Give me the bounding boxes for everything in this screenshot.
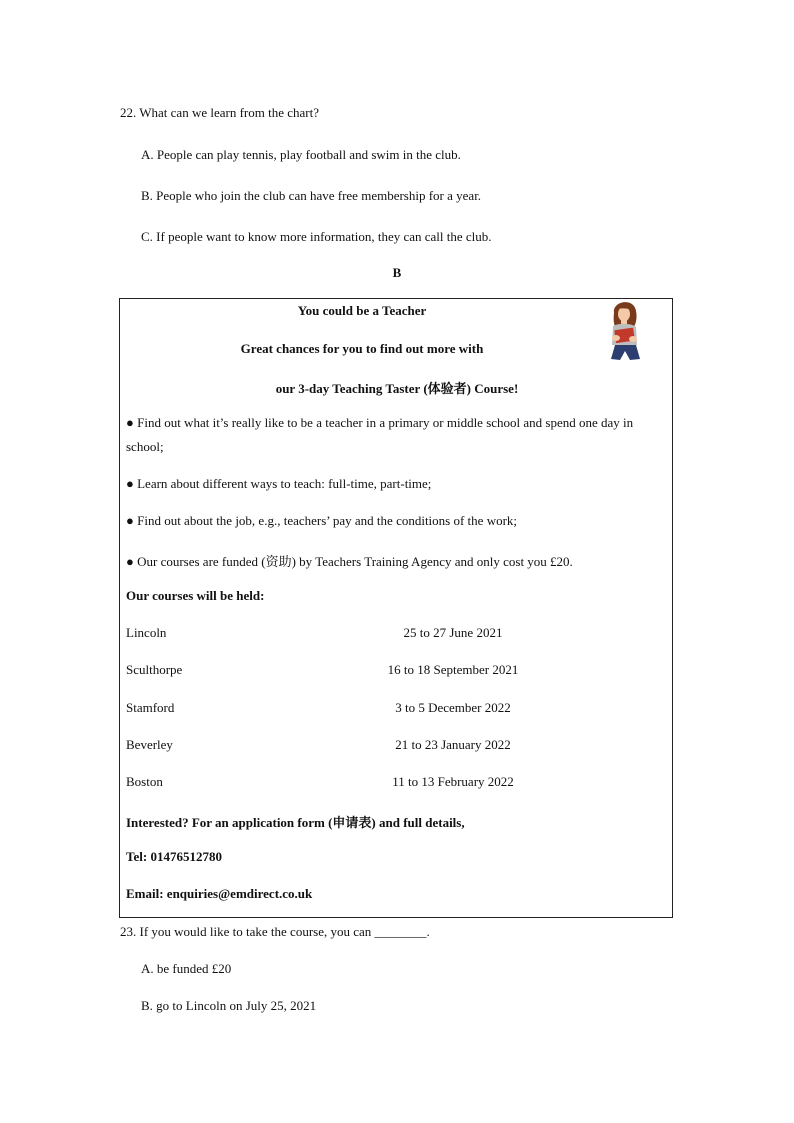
schedule-place: Sculthorpe xyxy=(126,662,183,677)
teacher-course-ad xyxy=(119,298,673,918)
contact-tel: Tel: 01476512780 xyxy=(126,849,222,864)
ad-subtitle-1: Great chances for you to find out more with xyxy=(240,341,484,356)
schedule-place: Stamford xyxy=(126,700,175,715)
teacher-illustration-icon xyxy=(604,299,648,361)
contact-email: Email: enquiries@emdirect.co.uk xyxy=(126,886,313,901)
question-23: 23. If you would like to take the course, you can ________. xyxy=(120,924,430,939)
schedule-heading: Our courses will be held: xyxy=(126,588,265,603)
schedule-place: Beverley xyxy=(126,737,173,752)
q22-option-b: B. People who join the club can have free membership for a year. xyxy=(141,188,482,203)
contact-intro: Interested? For an application form (申请表) and full details, xyxy=(126,815,465,830)
ad-bullet-4: ● Our courses are funded (资助) by Teachers Training Agency and only cost you £20. xyxy=(126,554,573,569)
section-label: B xyxy=(392,265,402,280)
schedule-dates: 25 to 27 June 2021 xyxy=(403,625,503,640)
q23-option-b: B. go to Lincoln on July 25, 2021 xyxy=(141,998,317,1013)
ad-title: You could be a Teacher xyxy=(297,303,427,318)
question-22: 22. What can we learn from the chart? xyxy=(120,105,319,120)
schedule-dates: 3 to 5 December 2022 xyxy=(395,700,511,715)
ad-bullet-3: ● Find out about the job, e.g., teachers’ pay and the conditions of the work; xyxy=(126,513,518,528)
q23-option-a: A. be funded £20 xyxy=(141,961,232,976)
schedule-place: Lincoln xyxy=(126,625,167,640)
q22-option-c: C. If people want to know more information, they can call the club. xyxy=(141,229,492,244)
schedule-place: Boston xyxy=(126,774,163,789)
schedule-dates: 21 to 23 January 2022 xyxy=(395,737,511,752)
ad-bullet-2: ● Learn about different ways to teach: full-time, part-time; xyxy=(126,476,432,491)
ad-subtitle-2: our 3-day Teaching Taster (体验者) Course! xyxy=(275,381,519,396)
ad-bullet-1: ● Find out what it’s really like to be a teacher in a primary or middle school and spend one day in school; xyxy=(126,415,634,454)
q22-option-a: A. People can play tennis, play football and swim in the club. xyxy=(141,147,461,162)
schedule-dates: 16 to 18 September 2021 xyxy=(387,662,519,677)
schedule-dates: 11 to 13 February 2022 xyxy=(392,774,514,789)
